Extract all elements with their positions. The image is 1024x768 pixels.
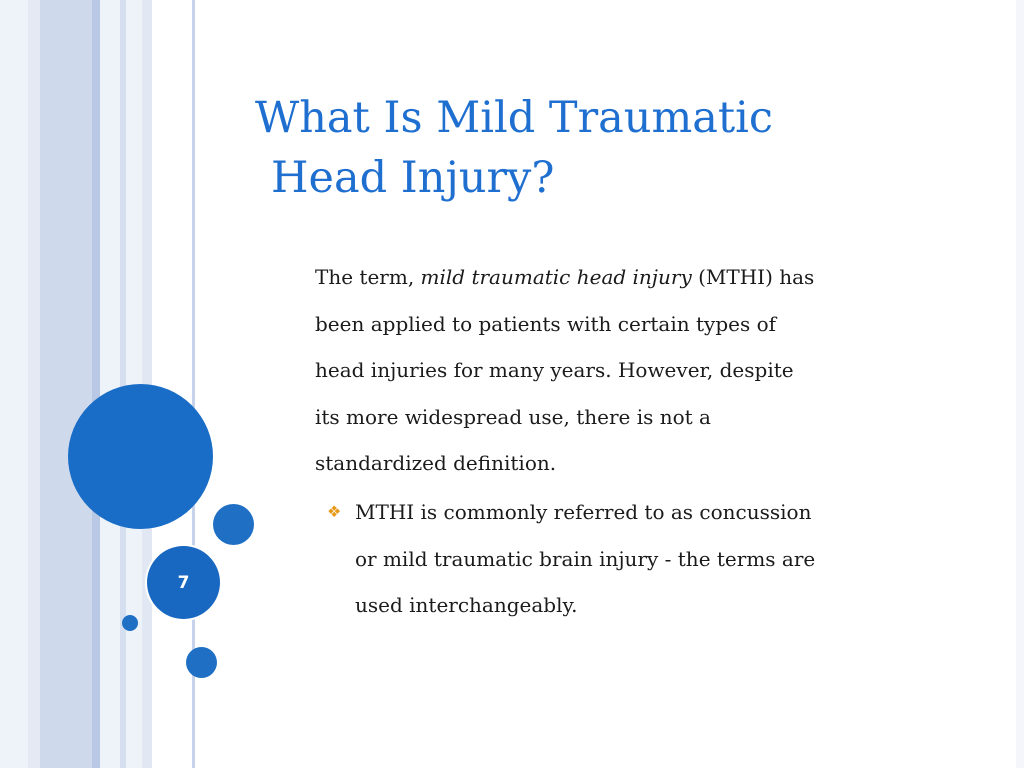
paragraph-text: (MTHI) has	[691, 265, 815, 289]
title-line-1: What Is Mild Traumatic	[255, 93, 774, 143]
body-paragraph	[315, 254, 915, 487]
slide-title	[255, 88, 895, 208]
paragraph-text: The term,	[315, 265, 421, 289]
slide-number-badge	[147, 546, 220, 619]
decor-stripe	[40, 0, 92, 768]
decor-circle-medium	[213, 504, 254, 545]
bullet-line-1: MTHI is commonly referred to as concussion	[355, 500, 812, 524]
slide-number: 7	[177, 572, 190, 593]
decor-circle-large	[68, 384, 213, 529]
bullet-text	[355, 489, 927, 629]
decor-stripe	[92, 0, 100, 768]
decor-stripe	[100, 0, 120, 768]
emphasized-term: mild traumatic head injury	[420, 265, 692, 289]
decor-stripe	[28, 0, 40, 768]
title-line-2: Head Injury?	[271, 153, 555, 203]
decor-circle-small	[122, 615, 138, 631]
decor-edge	[1016, 0, 1024, 768]
paragraph-line-1	[315, 254, 915, 301]
paragraph-line-5: standardized definition.	[315, 451, 557, 475]
bullet-line-2: or mild traumatic brain injury - the terms are	[355, 546, 816, 571]
paragraph-line-2: been applied to patients with certain types of	[315, 311, 777, 336]
diamond-bullet-icon: ❖	[327, 502, 342, 521]
paragraph-line-3: head injuries for many years. However, despite	[315, 358, 794, 382]
bullet-item	[327, 489, 927, 629]
bullet-line-3: used interchangeably.	[355, 593, 578, 617]
paragraph-line-4: its more widespread use, there is not a	[315, 404, 711, 429]
decor-circle-bottom	[186, 647, 217, 678]
decor-stripe	[0, 0, 28, 768]
